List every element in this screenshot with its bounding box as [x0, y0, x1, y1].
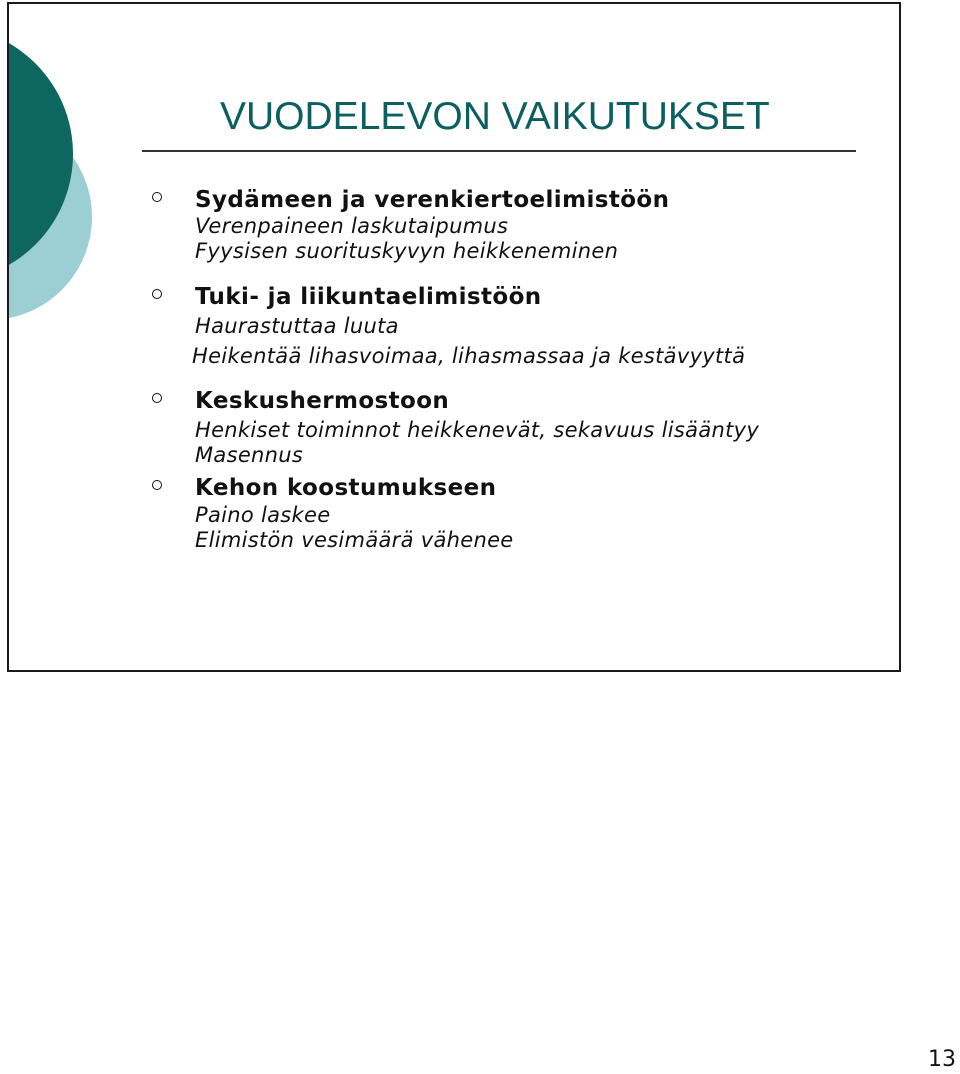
- hollow-bullet-icon: [152, 192, 162, 202]
- section-line: Verenpaineen laskutaipumus: [195, 214, 509, 238]
- section-heading: Sydämeen ja verenkiertoelimistöön: [195, 187, 670, 213]
- section-line: Elimistön vesimäärä vähenee: [195, 528, 514, 552]
- section-line: Henkiset toiminnot heikkenevät, sekavuus lisääntyy: [195, 418, 760, 442]
- section-line: Paino laskee: [195, 503, 331, 527]
- hollow-bullet-icon: [152, 289, 162, 299]
- section-heading: Keskushermostoon: [195, 388, 450, 414]
- section-line: Heikentää lihasvoimaa, lihasmassaa ja kestävyyttä: [192, 344, 746, 368]
- bullet-list: [9, 4, 899, 670]
- hollow-bullet-icon: [152, 480, 162, 490]
- section-heading: Kehon koostumukseen: [195, 475, 497, 501]
- section-line: Haurastuttaa luuta: [195, 314, 399, 338]
- section-line: Masennus: [195, 443, 304, 467]
- page-number: 13: [928, 1047, 956, 1072]
- section-heading: Tuki- ja liikuntaelimistöön: [195, 284, 542, 310]
- slide-title: VUODELEVON VAIKUTUKSET: [220, 95, 770, 138]
- hollow-bullet-icon: [152, 393, 162, 403]
- section-line: Fyysisen suorituskyvyn heikkeneminen: [195, 239, 619, 263]
- slide: [7, 2, 901, 672]
